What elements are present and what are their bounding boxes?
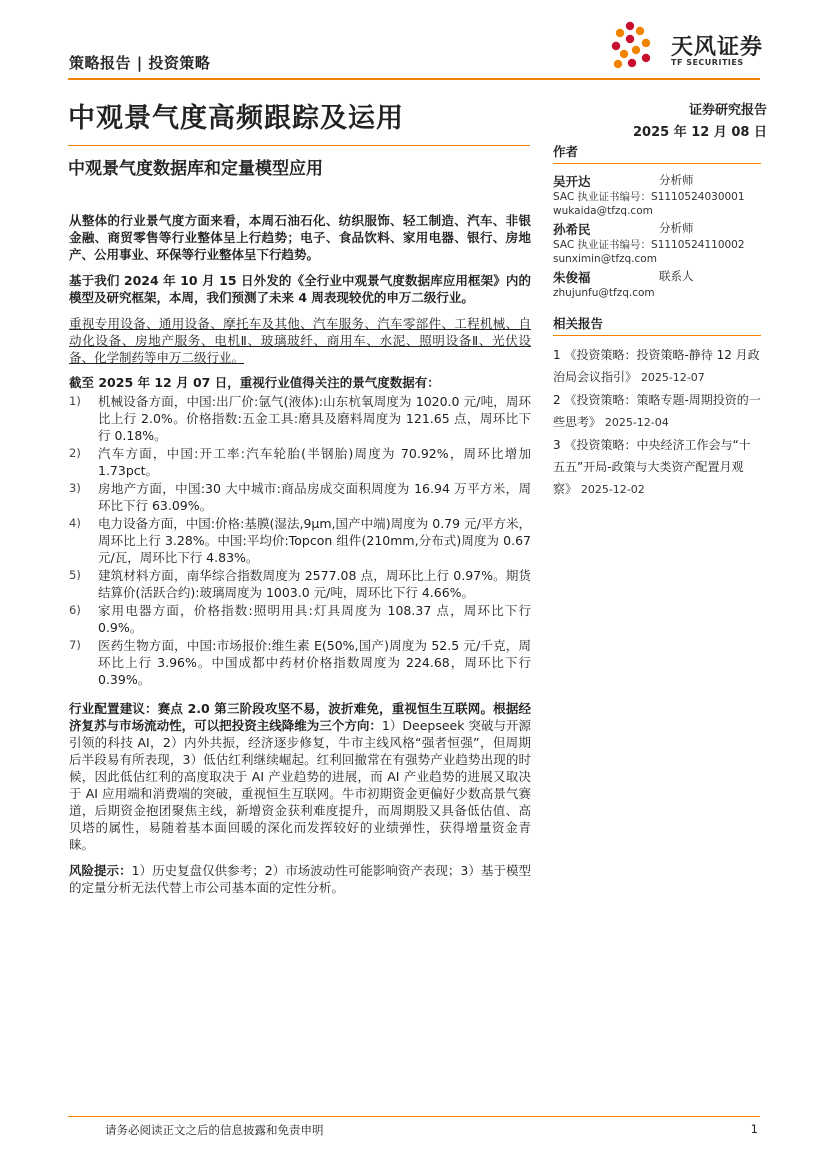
author-role: 分析师	[659, 221, 694, 235]
authors-heading: 作者	[553, 142, 761, 164]
summary-trend-paragraph: 从整体的行业景气度方面来看，本周石油石化、纺织服饰、轻工制造、汽车、非银金融、商贸零售等行业整体呈上行趋势；电子、食品饮料、家用电器、银行、房地产、公用事业、环保等行业整体呈下行趋势。	[69, 213, 531, 262]
list-item-number: 4)	[69, 516, 81, 530]
list-item	[69, 567, 531, 601]
logo-text-cn: 天风证券	[671, 35, 764, 60]
related-report-title: 2 《投资策略：策略专题-周期投资的一些思考》	[553, 393, 761, 429]
page-number: 1	[750, 1122, 758, 1136]
author-name: 朱俊福	[553, 270, 591, 285]
footer-divider	[68, 1116, 760, 1117]
title-divider	[68, 145, 530, 146]
related-report-link[interactable]	[553, 434, 761, 501]
allocation-heading: 行业配置建议：赛点 2.0 第三阶段攻坚不易，波折难免，重视恒生互联网。根据经济复苏与市场流动性，可以把投资主线降维为三个方向：	[69, 701, 531, 733]
list-item	[69, 480, 531, 514]
related-report-date: 2025-12-02	[580, 483, 645, 496]
related-report-title: 3 《投资策略：中央经济工作会与“十五五”开局-政策与大类资产配置月观察》	[553, 438, 751, 496]
author-name: 吴开达	[553, 174, 591, 189]
list-item-text: 电力设备方面，中国:价格:基膜(湿法,9μm,国产中端)周度为 0.79 元/平方米，周环比上行 3.28%。中国:平均价:Topcon 组件(210mm,分布式)周度为 0.67 元/瓦，周环比下行 4.83%。	[98, 516, 531, 565]
logo-text-en: TF SECURITIES	[671, 58, 744, 67]
list-item-number: 7)	[69, 638, 81, 652]
list-item-text: 医药生物方面，中国:市场报价:维生素 E(50%,国产)周度为 52.5 元/千克，周环比上行 3.96%。中国成都中药材价格指数周度为 224.68，周环比下行 0.39%。	[98, 638, 531, 687]
list-item	[69, 637, 531, 688]
list-item	[69, 602, 531, 636]
page-title: 中观景气度高频跟踪及运用	[68, 103, 404, 134]
author-card	[553, 268, 761, 300]
list-item-number: 1)	[69, 394, 81, 408]
author-role: 联系人	[659, 269, 694, 283]
related-report-date: 2025-12-04	[604, 416, 669, 429]
report-date: 2025 年 12 月 08 日	[633, 125, 767, 140]
related-report-title: 1 《投资策略：投资策略-静待 12 月政治局会议指引》	[553, 348, 760, 384]
list-item-text: 汽车方面，中国:开工率:汽车轮胎(半钢胎)周度为 70.92%，周环比增加 1.73pct。	[98, 446, 531, 478]
risk-heading: 风险提示：	[69, 863, 132, 878]
list-item-number: 5)	[69, 568, 81, 582]
author-role: 分析师	[659, 173, 694, 187]
allocation-paragraph	[69, 700, 531, 853]
related-report-date: 2025-12-07	[640, 371, 705, 384]
author-name: 孙希民	[553, 222, 591, 237]
footer-disclaimer: 请务必阅读正文之后的信息披露和免责申明	[105, 1123, 324, 1137]
author-email[interactable]: sunximin@tfzq.com	[553, 253, 657, 265]
author-card	[553, 172, 761, 218]
list-item-number: 3)	[69, 481, 81, 495]
list-item	[69, 393, 531, 444]
author-email[interactable]: wukaida@tfzq.com	[553, 205, 653, 217]
list-item-text: 家用电器方面，价格指数:照明用具:灯具周度为 108.37 点，周环比下行 0.9%。	[98, 603, 531, 635]
list-item-number: 6)	[69, 603, 81, 617]
list-item-text: 建筑材料方面，南华综合指数周度为 2577.08 点，周环比上行 0.97%。期货结算价(活跃合约):玻璃周度为 1003.0 元/吨，周环比下行 4.66%。	[98, 568, 531, 600]
summary-model-paragraph: 基于我们 2024 年 10 月 15 日外发的《全行业中观景气度数据库应用框架》内的模型及研究框架，本周，我们预测了未来 4 周表现较优的申万二级行业。	[69, 273, 531, 305]
list-item-text: 机械设备方面，中国:出厂价:氩气(液体):山东杭氧周度为 1020.0 元/吨，周环比上行 2.0%。价格指数:五金工具:磨具及磨料周度为 121.65 点，周环比下行 0.18%。	[98, 394, 531, 443]
author-card	[553, 220, 761, 266]
header-divider	[68, 78, 760, 80]
risk-paragraph	[69, 862, 531, 896]
report-category: 策略报告 | 投资策略	[69, 54, 211, 72]
allocation-text: 1）Deepseek 突破与开源引领的科技 AI，2）内外共振，经济逐步修复，牛市主线风格“强者恒强”，但周期后半段易有所表现，3）低估红利继续崛起。红利回撤常在有强势产业趋势出现的时候，因此低估红利的高度取决于 AI 产业趋势的进展，而 AI 产业趋势的进展又取决于 AI 应用端和消费端的突破，重视恒生互联网。牛市初期资金更偏好少数高景气赛道，后期资金抱团聚焦主线，新增资金获利难度提升，而周期股又具备低估值、高贝塔的属性，易随着基本面回暖的深化而发挥较好的业绩弹性，获得增量资金青睐。	[69, 718, 531, 852]
risk-text: 1）历史复盘仅供参考；2）市场波动性可能影响资产表现；3）基于模型的定量分析无法代替上市公司基本面的定性分析。	[69, 863, 531, 895]
author-sac-number: SAC 执业证书编号：S1110524110002	[553, 239, 745, 251]
indicator-list	[69, 393, 531, 688]
indicator-heading: 截至 2025 年 12 月 07 日，重视行业值得关注的景气度数据有：	[69, 375, 440, 390]
recommended-industries-paragraph: 重视专用设备、通用设备、摩托车及其他、汽车服务、汽车零部件、工程机械、自动化设备、房地产服务、电机Ⅱ、玻璃玻纤、商用车、水泥、照明设备Ⅱ、光伏设备、化学制药等申万二级行业。	[69, 316, 531, 365]
author-sac-number: SAC 执业证书编号：S1110524030001	[553, 191, 745, 203]
list-item	[69, 445, 531, 479]
sidebar	[553, 142, 761, 501]
list-item	[69, 515, 531, 566]
summary-body	[69, 212, 531, 905]
related-report-link[interactable]	[553, 344, 761, 389]
related-report-link[interactable]	[553, 389, 761, 434]
list-item-text: 房地产方面，中国:30 大中城市:商品房成交面积周度为 16.94 万平方米，周环比下行 63.09%。	[98, 481, 531, 513]
report-type: 证券研究报告	[688, 103, 767, 118]
list-item-number: 2)	[69, 446, 81, 460]
page-subtitle: 中观景气度数据库和定量模型应用	[68, 159, 323, 179]
related-reports-heading: 相关报告	[553, 314, 761, 336]
author-email[interactable]: zhujunfu@tfzq.com	[553, 287, 655, 299]
